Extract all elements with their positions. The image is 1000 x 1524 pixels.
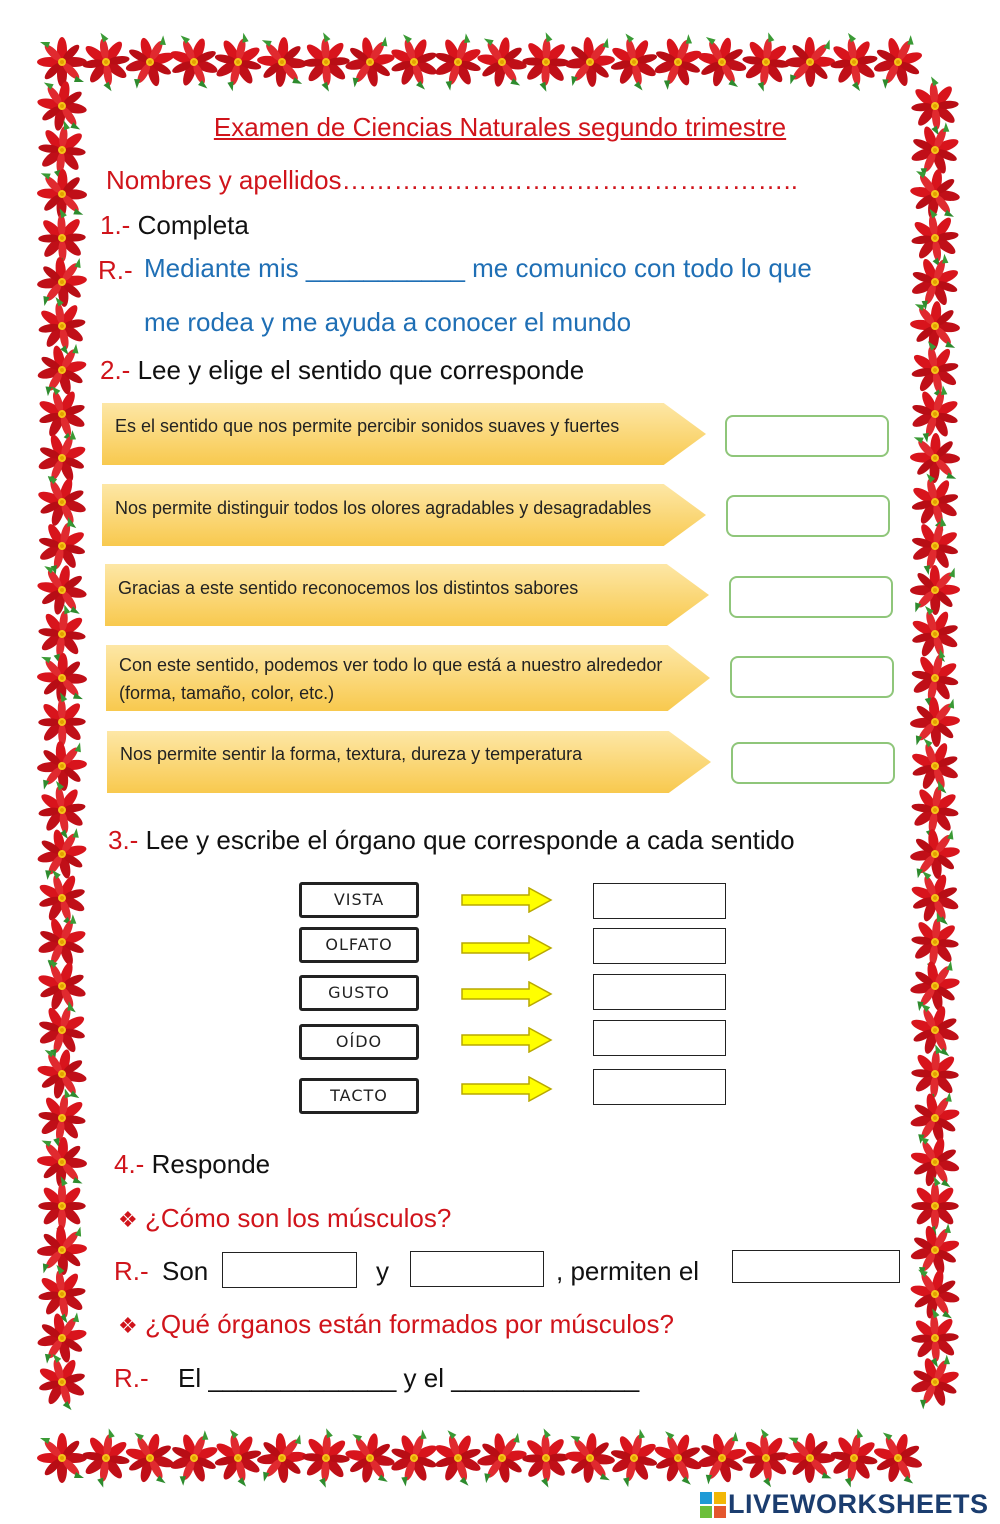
poinsettia-icon — [35, 1223, 88, 1276]
organ-answer-vista[interactable] — [593, 883, 726, 919]
sense-vista: VISTA — [299, 882, 419, 918]
answer-4b-text[interactable]: El _____________ y el _____________ — [178, 1363, 640, 1393]
answer-field-1[interactable] — [725, 415, 889, 457]
poinsettia-icon — [28, 864, 96, 932]
question-4b-text: ¿Qué órganos están formados por músculos — [144, 1309, 660, 1339]
question-1-line-1[interactable]: Mediante mis ___________ me comunico con todo lo que — [144, 253, 812, 283]
clue-text-1: Es el sentido que nos permite percibir sonidos suaves y fuertes — [115, 416, 620, 436]
clue-text-4a: Con este sentido, podemos ver todo lo que está a nuestro alrededor — [119, 655, 663, 675]
organ-answer-tacto[interactable] — [593, 1069, 726, 1105]
answer-4a-permiten: , permiten el — [556, 1256, 700, 1286]
arrow-right-icon — [461, 1027, 553, 1053]
answer-4a-r-label: R.- — [114, 1256, 149, 1286]
poinsettia-icon — [28, 1348, 96, 1416]
question-4-title: Responde — [151, 1149, 271, 1179]
bullet-icon: ❖ — [118, 1208, 138, 1233]
arrow-right-icon — [461, 935, 553, 961]
poinsettia-icon — [341, 1429, 400, 1488]
question-1-r-label: R.- — [98, 255, 133, 285]
answer-4a-box-3[interactable] — [732, 1250, 900, 1283]
sense-oido: OÍDO — [299, 1024, 419, 1060]
question-3-title: Lee y escribe el órgano que corresponde a cada sentido — [145, 825, 795, 855]
poinsettia-icon — [563, 35, 618, 90]
arrow-right-icon — [461, 1076, 553, 1102]
poinsettia-icon — [645, 29, 710, 94]
clue-text-3: Gracias a este sentido reconocemos los distintos sabores — [118, 578, 579, 598]
poinsettia-icon — [32, 1044, 91, 1103]
poinsettia-icon — [867, 31, 929, 93]
poinsettia-icon — [119, 1427, 181, 1489]
organ-answer-olfato[interactable] — [593, 928, 726, 964]
poinsettia-icon — [909, 432, 961, 484]
answer-4b-r-label: R.- — [114, 1363, 149, 1393]
question-2-number: 2.- — [100, 355, 131, 385]
poinsettia-icon — [900, 203, 970, 273]
question-1-heading — [100, 210, 249, 241]
poinsettia-icon — [900, 1303, 971, 1374]
poinsettia-icon — [473, 33, 531, 91]
poinsettia-icon — [867, 1427, 929, 1489]
arrow-right-icon — [461, 887, 553, 913]
poinsettia-icon — [27, 775, 97, 845]
sense-olfato: OLFATO — [299, 927, 419, 963]
question-4a-text: ¿Cómo son los músculos — [144, 1203, 437, 1233]
poinsettia-icon — [785, 1433, 836, 1484]
poinsettia-icon — [473, 1429, 531, 1487]
poinsettia-icon — [381, 29, 448, 96]
sense-gusto: GUSTO — [299, 975, 419, 1011]
poinsettia-icon — [35, 255, 90, 310]
poinsettia-icon — [37, 37, 87, 87]
poinsettia-icon — [907, 826, 963, 882]
arrow-right-icon — [461, 981, 553, 1007]
poinsettia-icon — [900, 1171, 971, 1242]
poinsettia-icon — [900, 1039, 971, 1110]
clue-text-4b: (forma, tamaño, color, etc.) — [119, 683, 335, 703]
poinsettia-icon — [30, 954, 94, 1018]
clue-text-2: Nos permite distinguir todos los olores agradables y desagradables — [115, 498, 652, 518]
question-2-title: Lee y elige el sentido que corresponde — [137, 355, 585, 385]
poinsettia-icon — [645, 1425, 710, 1490]
answer-4a-son: Son — [162, 1256, 209, 1286]
question-1-line-2: me rodea y me ayuda a conocer el mundo — [144, 307, 632, 337]
answer-field-5[interactable] — [731, 742, 895, 784]
answer-field-3[interactable] — [729, 576, 893, 618]
question-4-number: 4.- — [114, 1149, 145, 1179]
question-2-heading — [100, 355, 584, 386]
answer-4a-box-1[interactable] — [222, 1252, 357, 1288]
answer-field-2[interactable] — [726, 495, 890, 537]
question-4-heading — [114, 1149, 270, 1180]
poinsettia-icon — [162, 1426, 227, 1491]
poinsettia-icon — [28, 380, 95, 447]
question-3-heading — [108, 825, 795, 856]
poinsettia-icon — [30, 470, 94, 534]
poinsettia-icon — [785, 37, 836, 88]
answer-4a-y: y — [376, 1256, 389, 1286]
question-3-number: 3.- — [108, 825, 139, 855]
poinsettia-icon — [563, 1431, 618, 1486]
poinsettia-icon — [162, 30, 227, 95]
question-1-number: 1.- — [100, 210, 131, 240]
clue-text-5: Nos permite sentir la forma, textura, dureza y temperatura — [120, 744, 583, 764]
question-1-title: Completa — [137, 210, 249, 240]
question-mark: ? — [659, 1309, 674, 1339]
lw-logo-icon — [700, 1492, 726, 1518]
answer-field-4[interactable] — [730, 656, 894, 698]
poinsettia-icon — [255, 35, 309, 89]
name-label: Nombres y apellidos…………………………………………….. — [106, 165, 798, 195]
poinsettia-icon — [908, 695, 961, 748]
answer-4a-box-2[interactable] — [410, 1251, 544, 1287]
poinsettia-icon — [29, 425, 94, 490]
poinsettia-icon — [35, 739, 89, 793]
footer-brand: LIVEWORKSHEETS — [728, 1489, 989, 1519]
poinsettia-icon — [341, 33, 400, 92]
poinsettia-icon — [37, 1433, 87, 1483]
poinsettia-icon — [30, 910, 95, 975]
poinsettia-icon — [28, 996, 96, 1064]
poinsettia-icon — [381, 1425, 448, 1492]
poinsettia-icon — [27, 291, 97, 361]
page-title: Examen de Ciencias Naturales segundo trimestre — [213, 112, 787, 142]
organ-answer-oido[interactable] — [593, 1020, 726, 1056]
poinsettia-icon — [910, 565, 961, 616]
poinsettia-icon — [908, 299, 962, 353]
question-mark: ? — [436, 1203, 452, 1233]
sense-tacto: TACTO — [299, 1078, 419, 1114]
poinsettia-icon — [255, 1431, 309, 1485]
question-4b — [118, 1309, 674, 1340]
poinsettia-icon — [119, 31, 181, 93]
poinsettia-icon — [33, 561, 92, 620]
liveworksheets-logo — [700, 1489, 995, 1521]
question-4a — [118, 1203, 451, 1234]
poinsettia-icon — [691, 31, 752, 92]
poinsettia-icon — [906, 957, 964, 1015]
poinsettia-icon — [691, 1427, 752, 1488]
organ-answer-gusto[interactable] — [593, 974, 726, 1010]
bullet-icon: ❖ — [118, 1314, 138, 1339]
